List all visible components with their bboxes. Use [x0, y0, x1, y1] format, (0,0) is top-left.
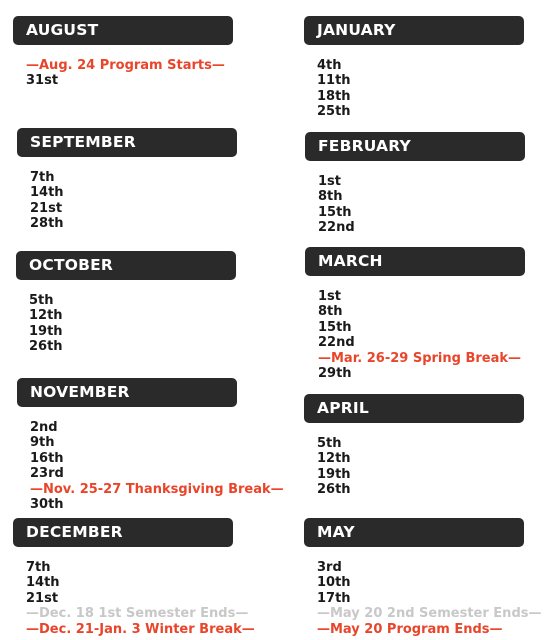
month-header-september: SEPTEMBER [17, 128, 237, 157]
date-list-may [304, 560, 542, 637]
date-list-october [16, 293, 236, 355]
date-item: 2nd [30, 420, 58, 435]
date-item: 22nd [318, 335, 355, 351]
month-header-november: NOVEMBER [17, 378, 237, 407]
date-item: 1st [318, 174, 341, 189]
date-item: 7th [26, 560, 51, 575]
date-item: 8th [318, 304, 343, 320]
date-list-september [17, 170, 237, 232]
date-list-november [17, 420, 284, 512]
date-item: 7th [30, 170, 55, 185]
date-item: 19th [29, 323, 63, 339]
date-item: 26th [317, 482, 351, 498]
date-list-april [304, 436, 524, 498]
month-february [305, 132, 525, 236]
date-item: 19th [317, 466, 351, 482]
date-item: 18th [317, 88, 351, 104]
month-august [13, 16, 233, 89]
date-item: 25th [317, 104, 351, 120]
date-item: 26th [29, 339, 63, 355]
date-item: 12th [317, 451, 351, 467]
month-march [305, 247, 525, 381]
month-october [16, 251, 236, 355]
month-january [304, 16, 524, 120]
month-header-december: DECEMBER [13, 518, 233, 547]
date-item: 15th [318, 204, 352, 220]
date-list-january [304, 58, 524, 120]
month-header-april: APRIL [304, 394, 524, 423]
date-item: 21st [26, 590, 59, 606]
month-header-january: JANUARY [304, 16, 524, 45]
date-item: 4th [317, 58, 342, 73]
month-header-october: OCTOBER [16, 251, 236, 280]
date-item: 8th [318, 189, 343, 205]
date-item: 11th [317, 73, 351, 89]
date-item: 14th [26, 575, 60, 591]
date-item: 14th [30, 185, 64, 201]
date-item: 22nd [318, 220, 355, 236]
date-list-february [305, 174, 525, 236]
date-item: 9th [30, 435, 55, 451]
event-note: —Mar. 26-29 Spring Break— [318, 350, 522, 366]
event-note: —Nov. 25-27 Thanksgiving Break— [30, 481, 284, 497]
month-header-august: AUGUST [13, 16, 233, 45]
date-list-march [305, 289, 525, 381]
date-item: 15th [318, 319, 352, 335]
date-item: 16th [30, 450, 64, 466]
month-header-march: MARCH [305, 247, 525, 276]
event-note: —Dec. 21-Jan. 3 Winter Break— [26, 621, 255, 637]
month-april [304, 394, 524, 498]
month-september [17, 128, 237, 232]
date-item: 17th [317, 590, 351, 606]
date-list-december [13, 560, 255, 637]
date-item: 21st [30, 200, 63, 216]
event-note: —May 20 2nd Semester Ends— [317, 606, 542, 622]
date-item: 23rd [30, 466, 64, 482]
month-december [13, 518, 255, 637]
month-november [17, 378, 284, 512]
date-item: 12th [29, 308, 63, 324]
date-item: 30th [30, 497, 64, 513]
date-list-august [13, 58, 233, 89]
month-header-february: FEBRUARY [305, 132, 525, 161]
event-note: —May 20 Program Ends— [317, 621, 503, 637]
date-item: 31st [26, 73, 59, 89]
date-item: 5th [29, 293, 54, 308]
month-may [304, 518, 542, 637]
date-item: 28th [30, 216, 64, 232]
date-item: 29th [318, 366, 352, 382]
date-item: 3rd [317, 560, 342, 575]
date-item: 1st [318, 289, 341, 304]
date-item: 10th [317, 575, 351, 591]
month-header-may: MAY [304, 518, 524, 547]
event-note: —Aug. 24 Program Starts— [26, 58, 225, 73]
event-note: —Dec. 18 1st Semester Ends— [26, 606, 249, 622]
date-item: 5th [317, 436, 342, 451]
